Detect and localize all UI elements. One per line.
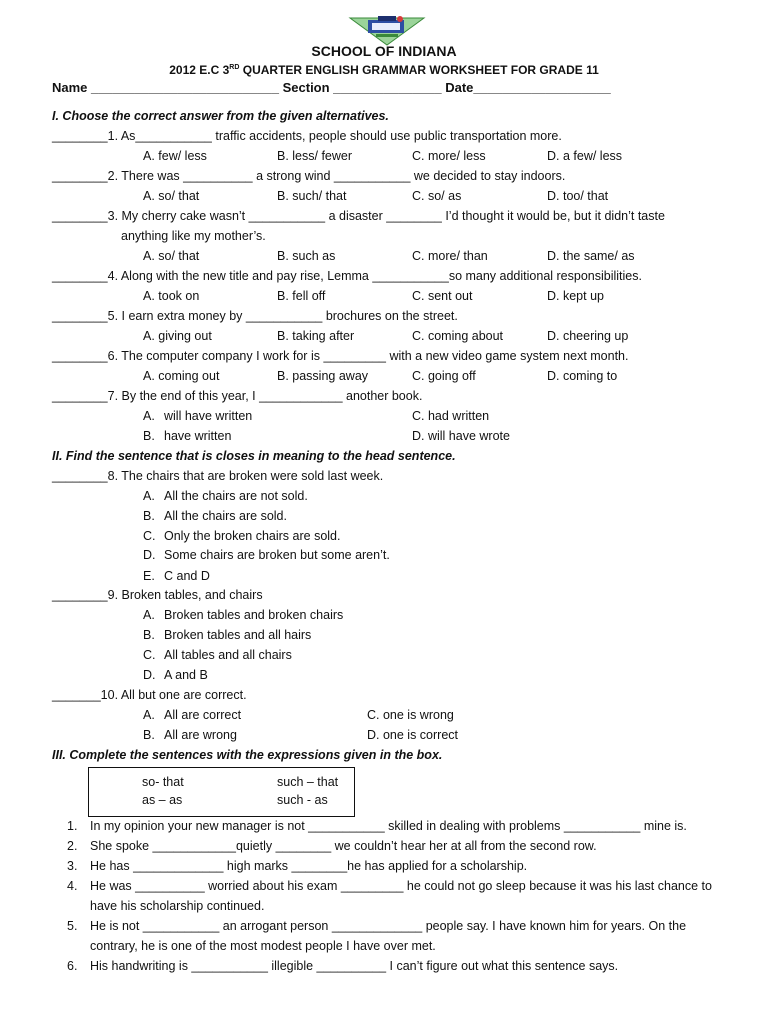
name-section-date-fields: Name __________________________ Section _______________ Date___________________: [52, 80, 611, 95]
option: C. coming about: [412, 329, 504, 343]
item-number: 5.: [67, 919, 78, 933]
question-1: ________1. As___________ traffic accidents, people should use public transportation more.: [52, 129, 562, 143]
option-letter: B.: [143, 509, 155, 523]
item-text: He was __________ worried about his exam _________ he could not go sleep because it was his last chance to: [90, 879, 712, 893]
option: B. such as: [277, 249, 336, 263]
option: Broken tables and all hairs: [164, 628, 312, 642]
item-text: He has _____________ high marks ________he has applied for a scholarship.: [90, 859, 528, 873]
item-number: 6.: [67, 959, 78, 973]
option: D. too/ that: [547, 189, 609, 203]
option: will have written: [164, 409, 253, 423]
option: C. one is wrong: [367, 708, 454, 722]
option-letter: D.: [143, 548, 156, 562]
option-letter: B.: [143, 728, 155, 742]
option-letter: B.: [143, 429, 155, 443]
option: B. such/ that: [277, 189, 347, 203]
option-letter: A.: [143, 708, 155, 722]
option: C. so/ as: [412, 189, 462, 203]
option: A. few/ less: [143, 149, 207, 163]
option: C. going off: [412, 369, 476, 383]
item-text: In my opinion your new manager is not ___________ skilled in dealing with problems ___________ mine is.: [90, 819, 687, 833]
question-10: _______10. All but one are correct.: [52, 688, 247, 702]
option: B. taking after: [277, 329, 355, 343]
expression: as – as: [142, 793, 183, 807]
option-letter: A.: [143, 608, 155, 622]
section-1-heading: I. Choose the correct answer from the given alternatives.: [52, 109, 389, 123]
option: C and D: [164, 569, 210, 583]
option: All tables and all chairs: [164, 648, 292, 662]
item-text-continued: contrary, he is one of the most modest people I have over met.: [90, 939, 436, 953]
section-2-heading: II. Find the sentence that is closes in meaning to the head sentence.: [52, 449, 456, 463]
item-text: His handwriting is ___________ illegible __________ I can’t figure out what this sentence says.: [90, 959, 619, 973]
option: Broken tables and broken chairs: [164, 608, 344, 622]
option: A. coming out: [143, 369, 220, 383]
option: D. cheering up: [547, 329, 629, 343]
option: Only the broken chairs are sold.: [164, 529, 341, 543]
option: All are correct: [164, 708, 242, 722]
option-letter: A.: [143, 489, 155, 503]
question-5: ________5. I earn extra money by ___________ brochures on the street.: [52, 309, 458, 323]
option: D. kept up: [547, 289, 604, 303]
option: All are wrong: [164, 728, 237, 742]
item-number: 3.: [67, 859, 78, 873]
worksheet-subtitle: 2012 E.C 3RD QUARTER ENGLISH GRAMMAR WORKSHEET FOR GRADE 11: [169, 63, 599, 77]
option: A. giving out: [143, 329, 212, 343]
option: D. one is correct: [367, 728, 459, 742]
option-letter: C.: [143, 648, 156, 662]
option: C. more/ less: [412, 149, 486, 163]
question-7: ________7. By the end of this year, I ____________ another book.: [52, 389, 423, 403]
school-title: SCHOOL OF INDIANA: [311, 43, 457, 59]
option: have written: [164, 429, 232, 443]
option: Some chairs are broken but some aren’t.: [164, 548, 390, 562]
item-text: He is not ___________ an arrogant person _____________ people say. I have known him for years. On the: [90, 919, 687, 933]
question-9: ________9. Broken tables, and chairs: [52, 588, 263, 602]
option: B. less/ fewer: [277, 149, 353, 163]
question-3: ________3. My cherry cake wasn’t ___________ a disaster ________ I’d thought it would be, but it didn’t taste: [52, 209, 665, 223]
item-text: She spoke ____________quietly ________ we couldn’t hear her at all from the second row.: [90, 839, 597, 853]
option-letter: A.: [143, 409, 155, 423]
question-3-continued: anything like my mother’s.: [121, 229, 266, 243]
item-number: 4.: [67, 879, 78, 893]
option: A. so/ that: [143, 249, 200, 263]
expression: such – that: [277, 775, 339, 789]
option: C. had written: [412, 409, 490, 423]
option: A. so/ that: [143, 189, 200, 203]
option-letter: C.: [143, 529, 156, 543]
option: C. sent out: [412, 289, 473, 303]
school-logo: [348, 14, 426, 46]
question-8: ________8. The chairs that are broken were sold last week.: [52, 469, 384, 483]
option: D. will have wrote: [412, 429, 510, 443]
option: A and B: [164, 668, 208, 682]
question-4: ________4. Along with the new title and pay rise, Lemma ___________so many additional responsibilities.: [52, 269, 642, 283]
expression: such - as: [277, 793, 328, 807]
expression: so- that: [142, 775, 184, 789]
option-letter: B.: [143, 628, 155, 642]
item-number: 1.: [67, 819, 78, 833]
question-6: ________6. The computer company I work for is _________ with a new video game system next month.: [52, 349, 629, 363]
option-letter: D.: [143, 668, 156, 682]
option: B. passing away: [277, 369, 369, 383]
option: All the chairs are not sold.: [164, 489, 308, 503]
option: D. a few/ less: [547, 149, 623, 163]
option: D. the same/ as: [547, 249, 635, 263]
item-text-continued: have his scholarship continued.: [90, 899, 265, 913]
option: D. coming to: [547, 369, 618, 383]
option: C. more/ than: [412, 249, 488, 263]
option: B. fell off: [277, 289, 326, 303]
option: All the chairs are sold.: [164, 509, 287, 523]
option-letter: E.: [143, 569, 155, 583]
option: A. took on: [143, 289, 200, 303]
section-3-heading: III. Complete the sentences with the expressions given in the box.: [52, 748, 443, 762]
question-2: ________2. There was __________ a strong wind ___________ we decided to stay indoors.: [52, 169, 566, 183]
item-number: 2.: [67, 839, 78, 853]
